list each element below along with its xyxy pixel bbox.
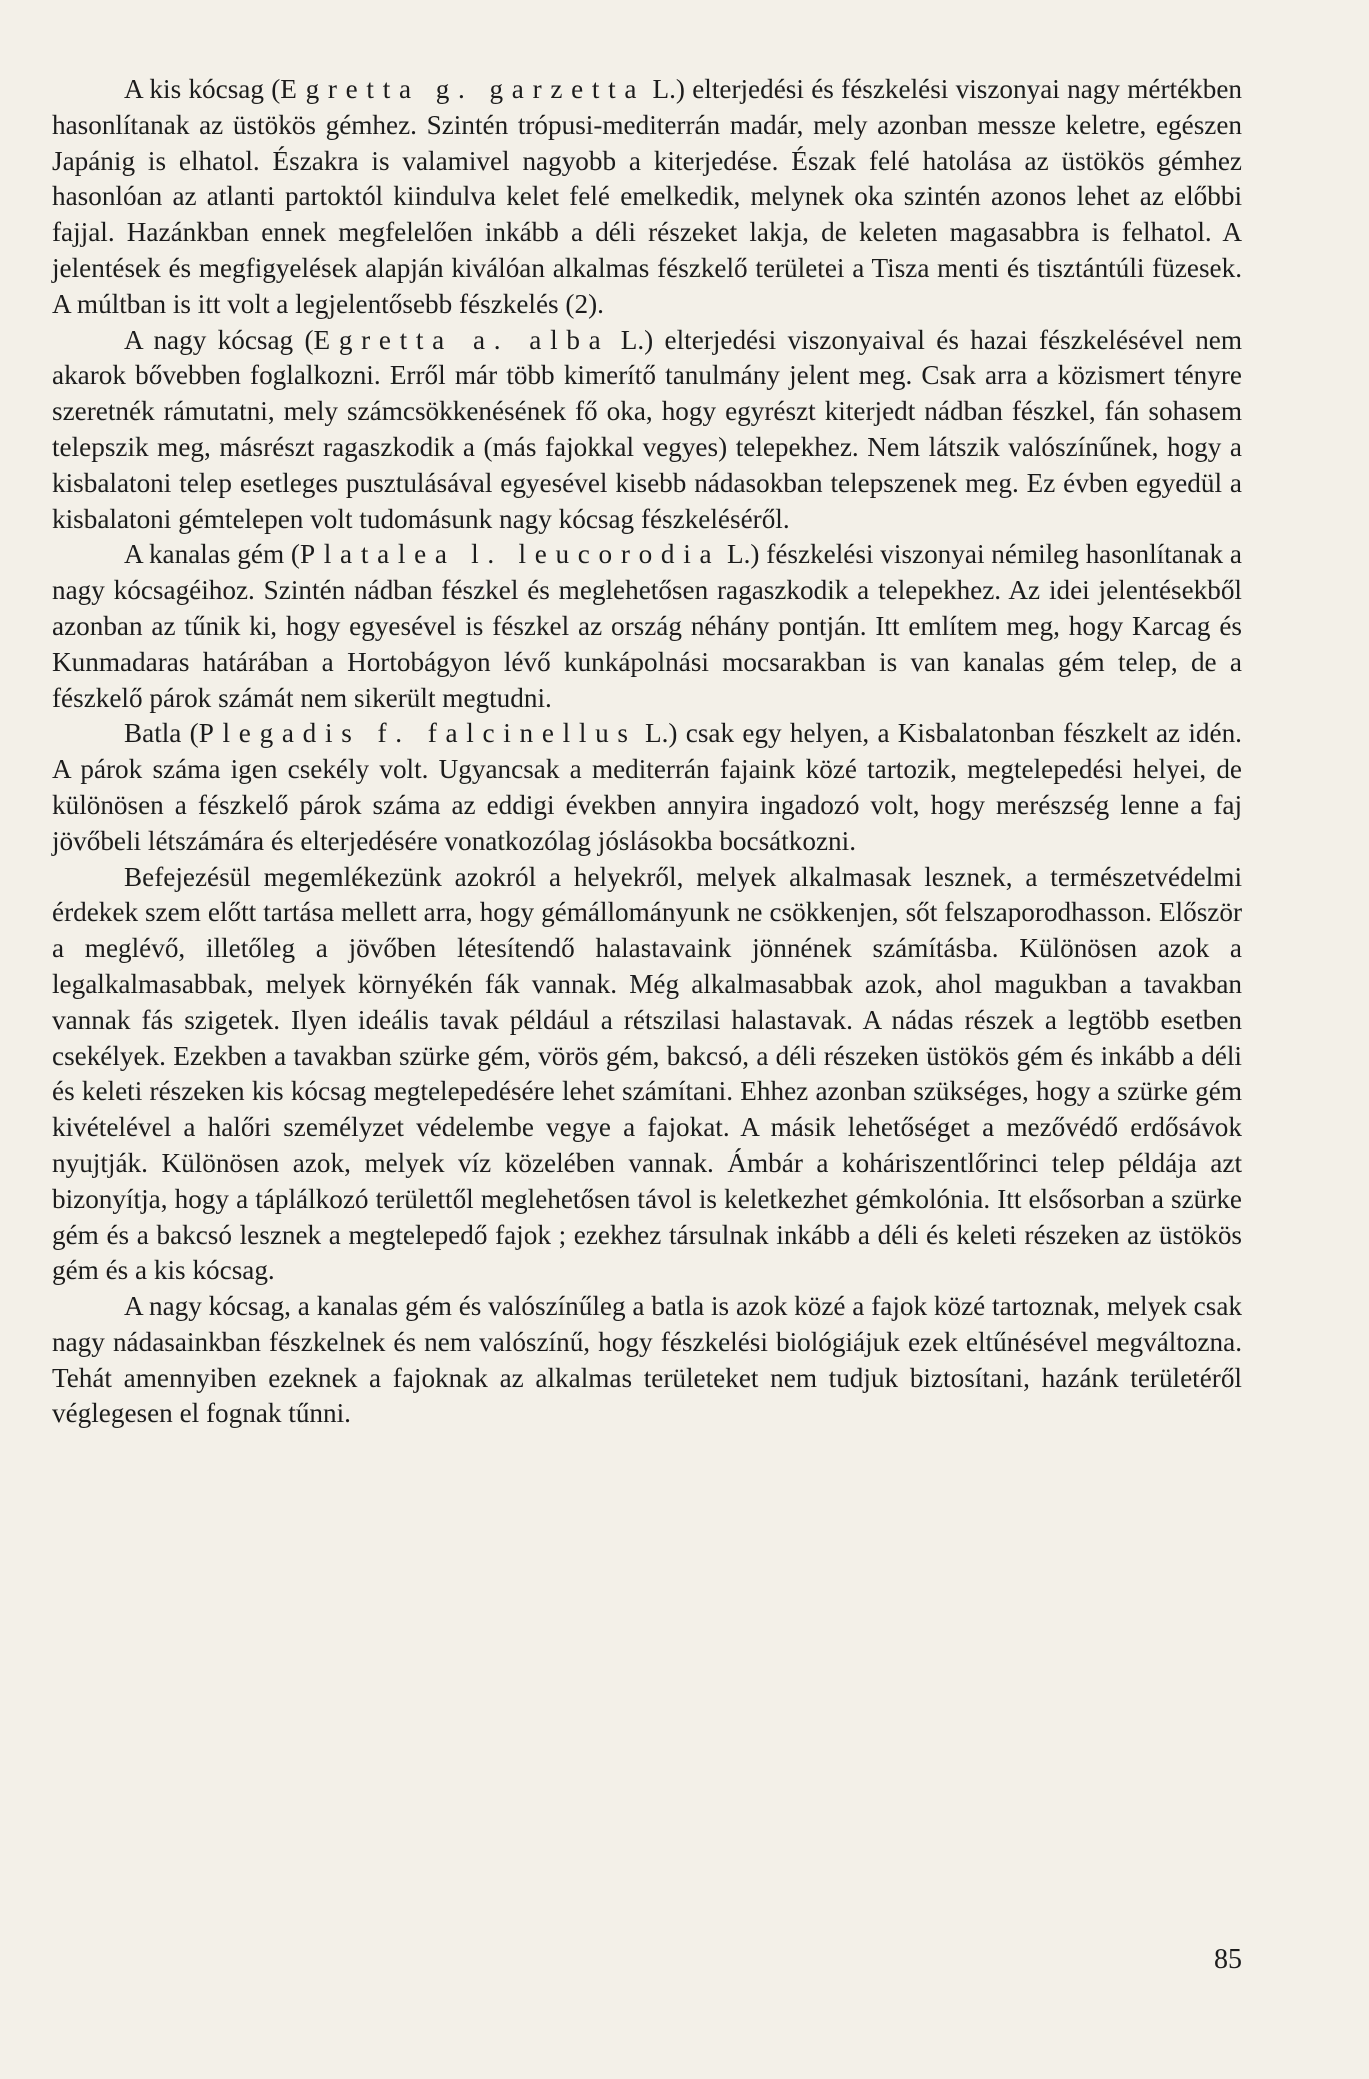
paragraph-befejezes: [52, 860, 1242, 1290]
paragraph-text: A nagy kócsag, a kanalas gém és valószínűleg a batla is azok közé a fajok közé tartoznak, melyek csak nagy nádasainkban fészkelnek és nem valószínű, hogy fészkelési biológiájuk ezek eltűnésével megváltozna. Tehát amennyiben ezeknek a fajoknak az alkalmas területeket nem tudjuk biztosítani, hazánk területéről véglegesen el fognak tűnni.: [52, 1291, 1242, 1429]
paragraph-osszegzes: [52, 1289, 1242, 1432]
paragraph-text: A kanalas gém (: [124, 539, 300, 570]
paragraph-text: Befejezésül megemlékezünk azokról a helyekről, melyek alkalmasak lesznek, a természetvédelmi érdekek szem előtt tartása mellett arra, hogy gémállományunk ne csökkenjen, sőt felszaporodhasson. Először a meglévő, illetőleg a jövőben létesítendő halastavaink jönnének számításba. Különösen azok a legalkalmasabbak, melyek környékén fák vannak. Még alkalmasabbak azok, ahol magukban a tavakban vannak fás szigetek. Ilyen ideális tavak például a rétszilasi halastavak. A nádas részek a legtöbb esetben csekélyek. Ezekben a tavakban szürke gém, vörös gém, bakcsó, a déli részeken üstökös gém és inkább a déli és keleti részeken kis kócsag megtelepedésére lehet számítani. Ehhez azonban szükséges, hogy a szürke gém kivételével a halőri személyzet védelembe vegye a fajokat. A másik lehetőséget a mezővédő erdősávok nyujtják. Különösen azok, melyek víz közelében vannak. Ámbár a koháriszentlőrinci telep példája azt bizonyítja, hogy a táplálkozó területtől meglehetősen távol is keletkezhet gémkolónia. Itt elsősorban a szürke gém és a bakcsó lesznek a megtelepedő fajok ; ezekhez társulnak inkább a déli és keleti részeken az üstökös gém és a kis kócsag.: [52, 861, 1242, 1286]
paragraph-text: L.) csak egy helyen, a Kisbalatonban fészkelt az idén. A párok száma igen csekély volt. Ugyancsak a mediterrán fajaink közé tartozik, megtelepedési helyei, de különösen a fészkelő párok száma az eddigi években annyira ingadozó volt, hogy merészség lenne a faj jövőbeli létszámára és elterjedésére vonatkozólag jóslásokba bocsátkozni.: [52, 718, 1242, 856]
paragraph-text: L.) elterjedési és fészkelési viszonyai nagy mértékben hasonlítanak az üstökös gémhez. Szintén trópusi-mediterrán madár, mely azonban messze keletre, egészen Japánig is elhatol. Északra is valamivel nagyobb a kiterjedése. Észak felé hatolása az üstökös gémhez hasonlóan az atlanti partoktól kiindulva kelet felé emelkedik, melynek oka szintén azonos lehet az előbbi fajjal. Hazánkban ennek megfelelően inkább a déli részeket lakja, de keleten magasabbra is felhatol. A jelentések és megfigyelések alapján kiválóan alkalmas fészkelő területei a Tisza menti és tisztántúli füzesek. A múltban is itt volt a legjelentősebb fészkelés (2).: [52, 74, 1242, 319]
species-name: Egretta a. alba: [313, 324, 610, 355]
paragraph-text: A kis kócsag (: [124, 74, 281, 104]
paragraph-kis-kocsag: [52, 72, 1242, 323]
species-name: Platalea l. leucorodia: [299, 539, 721, 570]
paragraph-kanalas-gem: [52, 537, 1242, 716]
page-number: 85: [1214, 1944, 1242, 1975]
paragraph-nagy-kocsag: [52, 323, 1242, 538]
page-body: [52, 72, 1242, 1432]
species-name: Plegadis f. falcinellus: [198, 718, 637, 749]
paragraph-batla: [52, 716, 1242, 859]
paragraph-text: L.) fészkelési viszonyai némileg hasonlítanak a nagy kócsagéihoz. Szintén nádban fészkel és meglehetősen ragaszkodik a telepekhez. Az idei jelentésekből azonban az tűnik ki, hogy egyesével is fészkel az ország néhány pontján. Itt említem meg, hogy Karcag és Kunmadaras határában a Hortobágyon lévő kunkápolnási mocsarakban is van kanalas gém telep, de a fészkelő párok számát nem sikerült megtudni.: [52, 539, 1242, 713]
paragraph-text: L.) elterjedési viszonyaival és hazai fészkelésével nem akarok bővebben foglalkozni. Erről már több kimerítő tanulmány jelent meg. Csak arra a közismert tényre szeretnék rámutatni, mely számcsökkenésének fő oka, hogy egyrészt kiterjedt nádban fészkel, fán sohasem telepszik meg, másrészt ragaszkodik a (más fajokkal vegyes) telepekhez. Nem látszik valószínűnek, hogy a kisbalatoni telep esetleges pusztulásával egyesével kisebb nádasokban telepszenek meg. Ez évben egyedül a kisbalatoni gémtelepen volt tudomásunk nagy kócsag fészkeléséről.: [52, 324, 1243, 534]
paragraph-text: A nagy kócsag (: [124, 324, 314, 355]
paragraph-text: Batla (: [124, 718, 199, 749]
species-name: Egretta g. garzetta: [280, 74, 646, 104]
